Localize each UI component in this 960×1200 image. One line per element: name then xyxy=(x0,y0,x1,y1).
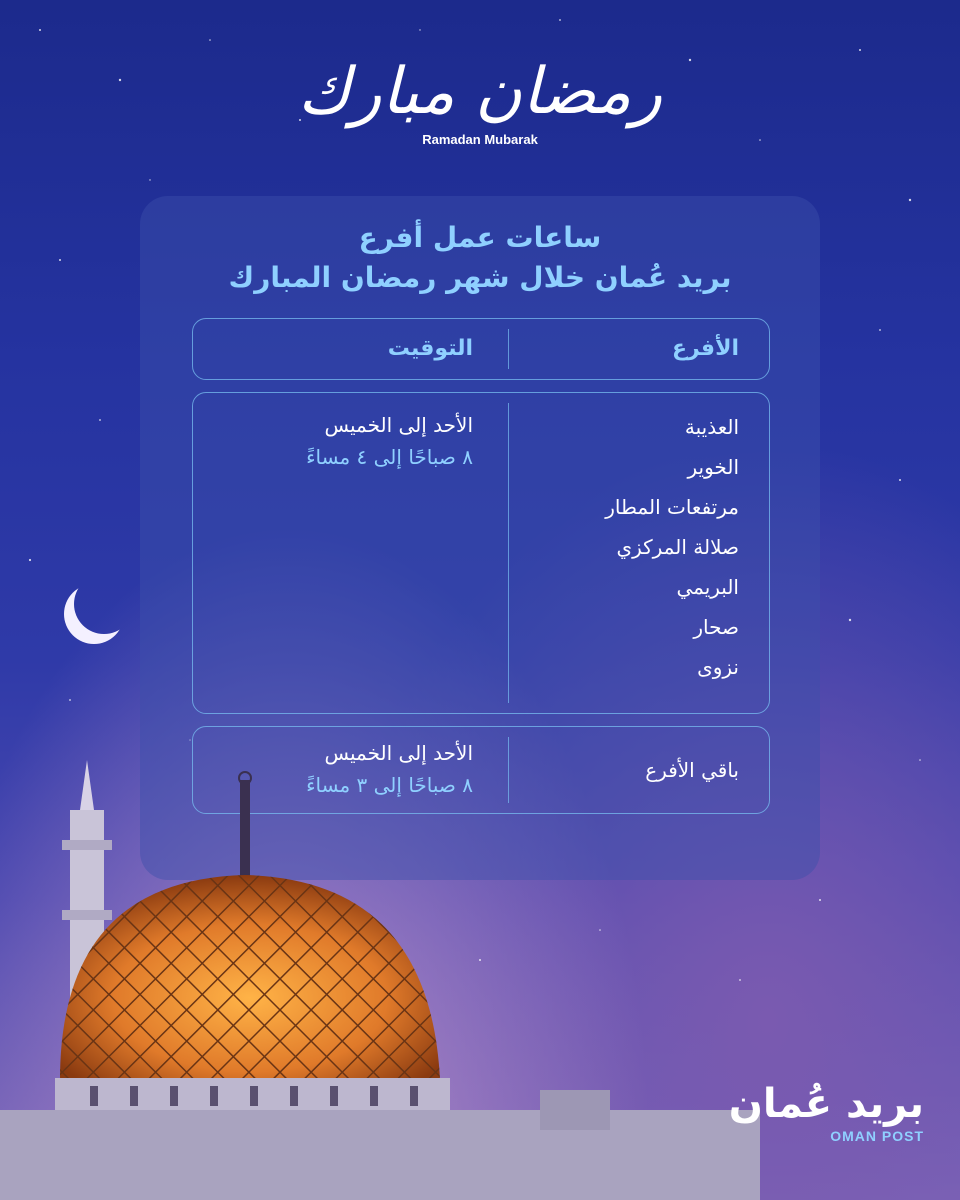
column-divider xyxy=(508,403,509,703)
branch-list xyxy=(605,407,739,687)
remaining-branches: باقي الأفرع xyxy=(645,758,739,782)
logo-arabic: بريد عُمان xyxy=(728,1081,924,1127)
list-item: صلالة المركزي xyxy=(616,535,739,559)
ramadan-calligraphy: رمضان مبارك xyxy=(297,55,663,129)
list-item: العذيبة xyxy=(684,415,739,439)
list-item: صحار xyxy=(693,615,739,639)
ramadan-subtitle: Ramadan Mubarak xyxy=(422,132,538,147)
group2-hours: ٨ صباحًا إلى ٣ مساءً xyxy=(306,773,473,797)
list-item: البريمي xyxy=(676,575,739,599)
crescent-moon-icon xyxy=(60,576,130,656)
mosque-dome-illustration xyxy=(0,760,760,1200)
oman-post-logo xyxy=(729,1080,924,1144)
list-item: مرتفعات المطار xyxy=(605,495,739,519)
list-item: نزوى xyxy=(697,655,739,679)
header-timing: التوقيت xyxy=(387,336,473,361)
title-line-2: بريد عُمان خلال شهر رمضان المبارك xyxy=(228,261,732,294)
column-divider xyxy=(508,329,509,369)
table-header xyxy=(192,318,770,380)
logo-english: OMAN POST xyxy=(830,1128,924,1144)
greeting-header xyxy=(0,55,960,147)
panel-title xyxy=(140,218,820,298)
header-branches: الأفرع xyxy=(671,336,739,361)
branch-group-1 xyxy=(192,392,770,714)
list-item: الخوير xyxy=(687,455,739,479)
group1-hours: ٨ صباحًا إلى ٤ مساءً xyxy=(306,445,473,469)
group1-days: الأحد إلى الخميس xyxy=(324,413,473,437)
group2-days: الأحد إلى الخميس xyxy=(324,741,473,765)
group1-timing xyxy=(306,409,473,473)
title-line-1: ساعات عمل أفرع xyxy=(358,221,602,254)
